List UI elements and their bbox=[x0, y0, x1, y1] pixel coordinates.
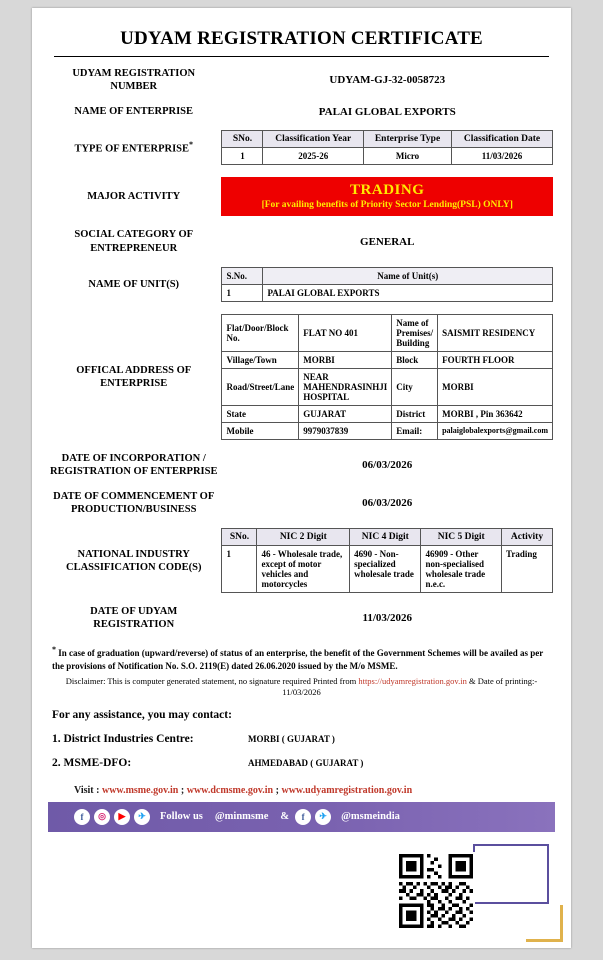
graduation-note bbox=[52, 645, 551, 671]
cell-unit-name: PALAI GLOBAL EXPORTS bbox=[263, 284, 553, 301]
cell-addr-key2: District bbox=[392, 405, 438, 422]
visit-separator: ; bbox=[273, 784, 282, 796]
social-footer bbox=[48, 802, 555, 832]
row-major-activity bbox=[48, 171, 555, 222]
assistance-heading: For any assistance, you may contact: bbox=[52, 708, 232, 721]
disclaimer-prefix: Disclaimer: This is computer generated statement, no signature required Printed from bbox=[65, 675, 359, 686]
value-official-address bbox=[219, 308, 555, 446]
th-sno: SNo. bbox=[222, 131, 263, 148]
label-name-of-units: NAME OF UNIT(S) bbox=[88, 278, 180, 290]
cell-addr-val1: 9979037839 bbox=[299, 422, 392, 439]
instagram-icon[interactable]: ◎ bbox=[94, 809, 110, 825]
th-nic-5digit: NIC 5 Digit bbox=[421, 529, 502, 546]
th-enterprise-type: Enterprise Type bbox=[363, 131, 451, 148]
visit-prefix: Visit : bbox=[74, 784, 102, 796]
nic-table bbox=[221, 528, 553, 593]
table-header-row bbox=[222, 529, 553, 546]
label-official-address: OFFICAL ADDRESS OF ENTERPRISE bbox=[76, 364, 192, 389]
cell-nic-5digit: 46909 - Other non-specialised wholesale trade n.e.c. bbox=[421, 546, 502, 593]
note-text: In case of graduation (upward/reverse) of status of an enterprise, the benefit of the Government Schemes will be availed as per the provisions of Notification No. S.O. 2119(E) dated 26.06.2020 issued by the M/o MSME. bbox=[52, 648, 544, 671]
certificate-main-table bbox=[48, 61, 555, 637]
major-activity-title: TRADING bbox=[350, 182, 425, 199]
follow-label: Follow us bbox=[160, 811, 203, 823]
major-activity-subtitle: [For availing benefits of Priority Sector Lending(PSL) ONLY] bbox=[261, 200, 513, 211]
cell-enterprise-type: Micro bbox=[363, 148, 451, 165]
label-registration-number: UDYAM REGISTRATION NUMBER bbox=[72, 68, 196, 93]
ampersand-label: & bbox=[280, 811, 290, 823]
th-nic-4digit: NIC 4 Digit bbox=[350, 529, 421, 546]
qr-code bbox=[397, 852, 475, 930]
handle-minmsme: @minmsme bbox=[214, 811, 269, 823]
cell-nic-2digit: 46 - Wholesale trade, except of motor vehicles and motorcycles bbox=[257, 546, 350, 593]
cell-addr-key2: Email: bbox=[392, 422, 438, 439]
cell-nic-sno: 1 bbox=[222, 546, 257, 593]
row-social-category bbox=[48, 222, 555, 260]
cell-sno: 1 bbox=[222, 148, 263, 165]
row-registration-number bbox=[48, 61, 555, 99]
cell-addr-val2: FOURTH FLOOR bbox=[438, 351, 553, 368]
th-unit-sno: S.No. bbox=[222, 267, 263, 284]
table-header-row bbox=[222, 267, 553, 284]
label-type-of-enterprise bbox=[48, 124, 219, 171]
visit-links bbox=[74, 785, 551, 796]
cell-addr-val1: FLAT NO 401 bbox=[299, 314, 392, 351]
asterisk-marker: * bbox=[189, 140, 193, 150]
cell-addr-key1: Mobile bbox=[222, 422, 299, 439]
youtube-icon[interactable]: ▶ bbox=[114, 809, 130, 825]
row-type-of-enterprise bbox=[48, 124, 555, 171]
table-row bbox=[222, 546, 553, 593]
contact-district-industries-centre bbox=[52, 733, 551, 745]
cell-classification-date: 11/03/2026 bbox=[452, 148, 553, 165]
visit-separator: ; bbox=[178, 784, 187, 796]
twitter-icon[interactable]: ✈ bbox=[134, 809, 150, 825]
qr-code-image bbox=[399, 854, 473, 928]
label-enterprise-name: NAME OF ENTERPRISE bbox=[74, 106, 194, 118]
value-social-category: GENERAL bbox=[360, 235, 415, 248]
contact-value: AHMEDABAD ( GUJARAT ) bbox=[248, 757, 364, 768]
th-classification-date: Classification Date bbox=[452, 131, 553, 148]
decorative-corner bbox=[526, 905, 563, 942]
cell-addr-val2: MORBI bbox=[438, 368, 553, 405]
facebook-icon-2[interactable]: f bbox=[295, 809, 311, 825]
twitter-icon-2[interactable]: ✈ bbox=[315, 809, 331, 825]
cell-addr-val1: MORBI bbox=[299, 351, 392, 368]
cell-classification-year: 2025-26 bbox=[263, 148, 364, 165]
cell-addr-key1: State bbox=[222, 405, 299, 422]
contact-msme-dfo bbox=[52, 757, 551, 769]
cell-addr-key1: Road/Street/Lane bbox=[222, 368, 299, 405]
label-type-of-enterprise-text: TYPE OF ENTERPRISE bbox=[74, 143, 189, 155]
contact-label: 1. District Industries Centre: bbox=[52, 732, 194, 745]
cell-addr-key2: City bbox=[392, 368, 438, 405]
label-major-activity: MAJOR ACTIVITY bbox=[87, 191, 181, 203]
row-date-udyam-registration bbox=[48, 599, 555, 637]
value-registration-number: UDYAM-GJ-32-0058723 bbox=[329, 74, 446, 87]
major-activity-banner bbox=[221, 177, 553, 216]
row-date-commencement bbox=[48, 484, 555, 522]
value-date-incorporation: 06/03/2026 bbox=[362, 458, 413, 471]
table-header-row bbox=[222, 131, 553, 148]
table-row bbox=[222, 351, 553, 368]
cell-addr-key1: Flat/Door/Block No. bbox=[222, 314, 299, 351]
value-type-of-enterprise bbox=[219, 124, 555, 171]
page-title: UDYAM REGISTRATION CERTIFICATE bbox=[54, 28, 549, 57]
value-major-activity bbox=[219, 171, 555, 222]
row-enterprise-name bbox=[48, 99, 555, 124]
value-name-of-units bbox=[219, 261, 555, 308]
udyam-portal-link[interactable]: https://udyamregistration.gov.in bbox=[358, 675, 467, 686]
label-nic-codes: NATIONAL INDUSTRY CLASSIFICATION CODE(S) bbox=[65, 548, 202, 573]
disclaimer-suffix: & Date of printing:- 11/03/2026 bbox=[282, 675, 538, 698]
value-date-udyam-registration: 11/03/2026 bbox=[362, 612, 412, 625]
contact-value: MORBI ( GUJARAT ) bbox=[248, 733, 335, 744]
label-date-commencement: DATE OF COMMENCEMENT OF PRODUCTION/BUSINESS bbox=[53, 490, 215, 515]
signature-box bbox=[473, 844, 549, 904]
unit-table bbox=[221, 267, 553, 302]
value-enterprise-name: PALAI GLOBAL EXPORTS bbox=[318, 105, 456, 118]
table-row bbox=[222, 422, 553, 439]
udyamregistration-link[interactable]: www.udyamregistration.gov.in bbox=[281, 784, 413, 796]
table-row bbox=[222, 314, 553, 351]
label-date-udyam-registration: DATE OF UDYAM REGISTRATION bbox=[90, 606, 178, 631]
type-of-enterprise-table bbox=[221, 130, 553, 165]
cell-addr-key1: Village/Town bbox=[222, 351, 299, 368]
table-row bbox=[222, 284, 553, 301]
cell-addr-val2: SAISMIT RESIDENCY bbox=[438, 314, 553, 351]
table-row bbox=[222, 405, 553, 422]
table-row bbox=[222, 368, 553, 405]
th-nic-activity: Activity bbox=[502, 529, 553, 546]
dcmsme-link[interactable]: www.dcmsme.gov.in bbox=[186, 784, 274, 796]
th-nic-2digit: NIC 2 Digit bbox=[257, 529, 350, 546]
cell-nic-activity: Trading bbox=[502, 546, 553, 593]
row-name-of-units bbox=[48, 261, 555, 308]
cell-addr-val2: MORBI , Pin 363642 bbox=[438, 405, 553, 422]
handle-msmeindia: @msmeindia bbox=[341, 811, 400, 823]
cell-unit-sno: 1 bbox=[222, 284, 263, 301]
facebook-icon[interactable]: f bbox=[74, 809, 90, 825]
address-table bbox=[221, 314, 553, 440]
value-date-commencement: 06/03/2026 bbox=[362, 497, 413, 509]
row-date-incorporation bbox=[48, 446, 555, 484]
cell-addr-email: palaiglobalexports@gmail.com bbox=[438, 422, 553, 439]
msme-link[interactable]: www.msme.gov.in bbox=[101, 784, 179, 796]
row-nic-codes bbox=[48, 522, 555, 599]
th-classification-year: Classification Year bbox=[263, 131, 364, 148]
table-row bbox=[222, 148, 553, 165]
label-social-category: SOCIAL CATEGORY OF ENTREPRENEUR bbox=[74, 229, 194, 254]
value-nic-codes bbox=[219, 522, 555, 599]
label-date-incorporation: DATE OF INCORPORATION / REGISTRATION OF ENTERPRISE bbox=[50, 452, 218, 477]
cell-nic-4digit: 4690 - Non-specialized wholesale trade bbox=[350, 546, 421, 593]
cell-addr-val1: GUJARAT bbox=[299, 405, 392, 422]
cell-addr-key2: Block bbox=[392, 351, 438, 368]
disclaimer bbox=[58, 676, 545, 699]
th-nic-sno: SNo. bbox=[222, 529, 257, 546]
th-unit-name: Name of Unit(s) bbox=[263, 267, 553, 284]
certificate-sheet bbox=[32, 8, 571, 948]
cell-addr-val1: NEAR MAHENDRASINHJI HOSPITAL bbox=[299, 368, 392, 405]
note-asterisk: * bbox=[52, 645, 56, 655]
contact-label: 2. MSME-DFO: bbox=[52, 756, 132, 769]
cell-addr-key2: Name of Premises/ Building bbox=[392, 314, 438, 351]
row-official-address bbox=[48, 308, 555, 446]
